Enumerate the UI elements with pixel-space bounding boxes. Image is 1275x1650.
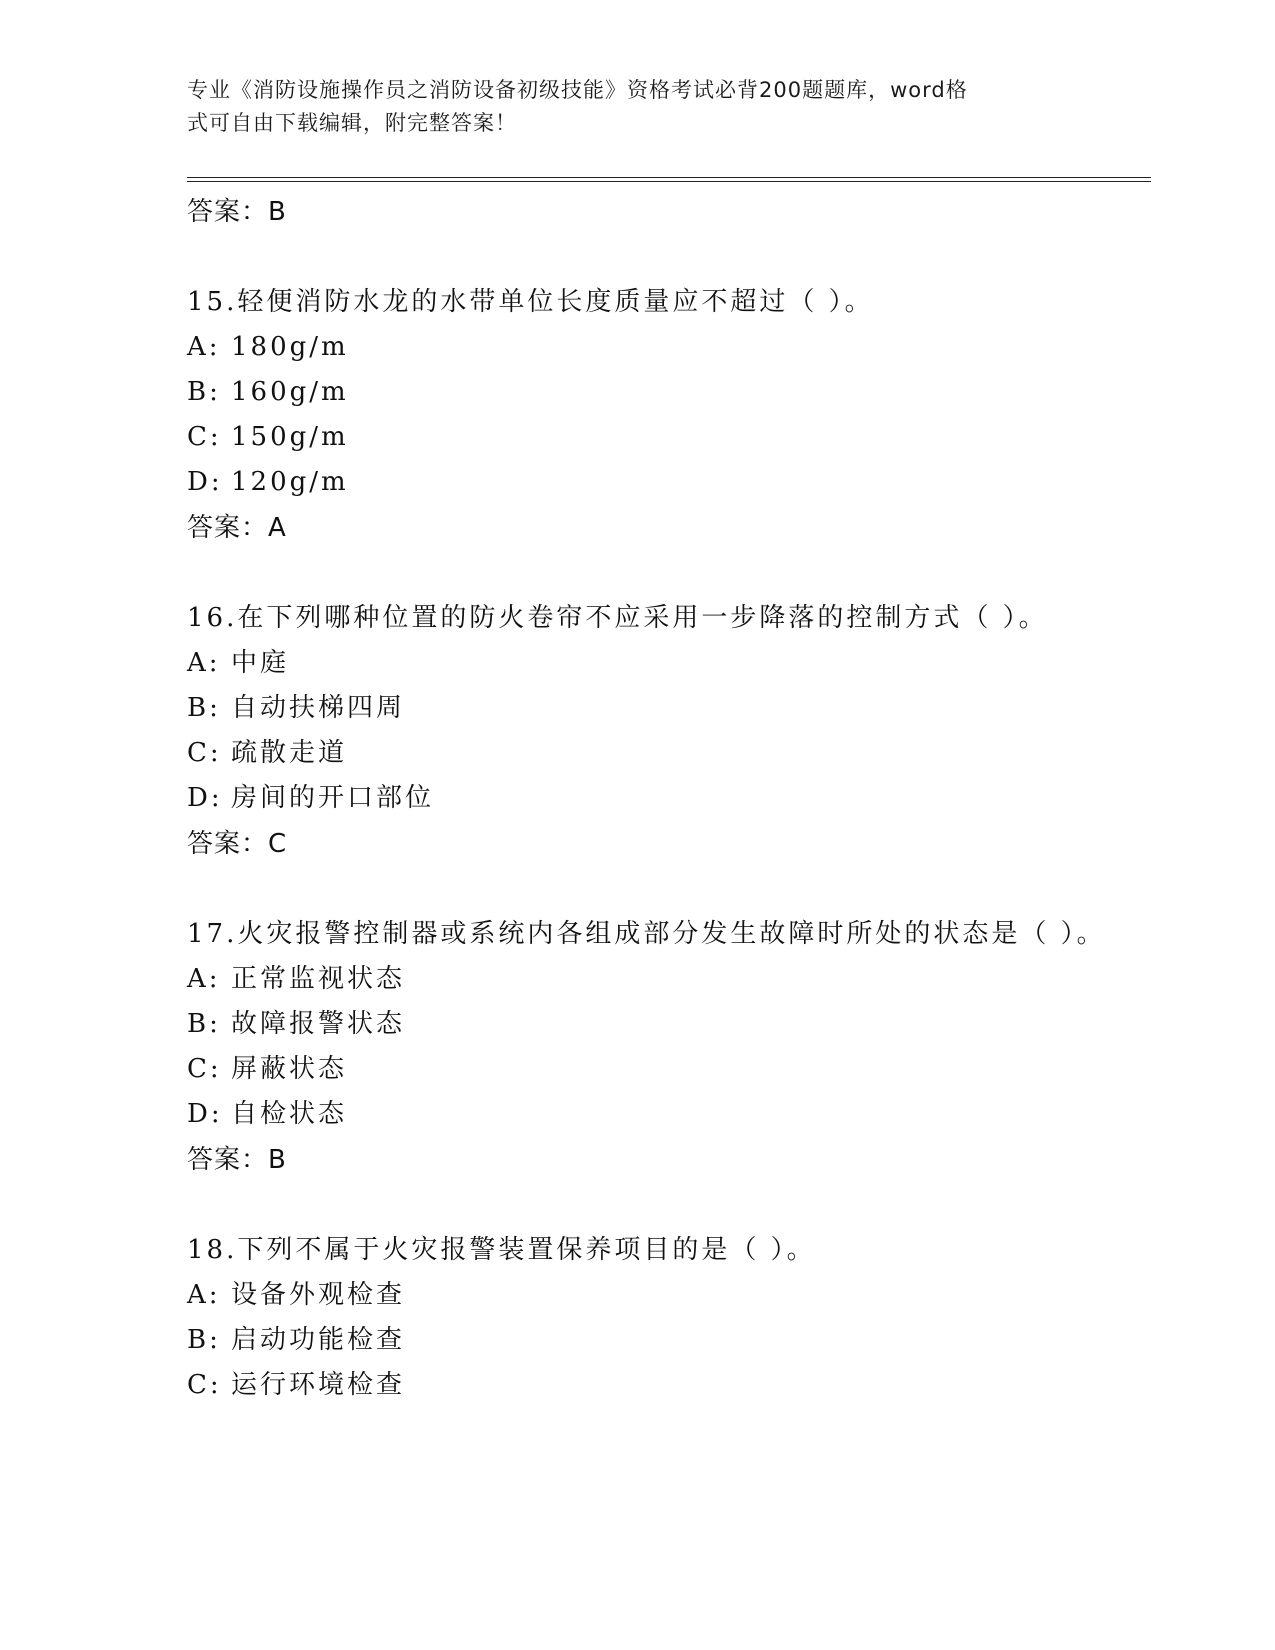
option-text: 屏蔽状态 <box>231 1054 348 1084</box>
question-block <box>187 1228 1117 1408</box>
option-text: 启动功能检查 <box>231 1325 406 1355</box>
option-text: 180g/m <box>231 332 349 362</box>
option-c <box>187 1363 1117 1408</box>
option-text: 疏散走道 <box>231 738 348 768</box>
option-letter: D: <box>187 783 223 813</box>
question-block <box>187 912 1117 1183</box>
option-c <box>187 731 1117 776</box>
option-text: 160g/m <box>231 377 349 407</box>
header-divider-bottom <box>187 181 1151 182</box>
answer-text: 答案：A <box>187 513 287 543</box>
option-letter: D: <box>187 1099 223 1129</box>
option-b <box>187 1318 1117 1363</box>
option-letter: C: <box>187 1370 222 1400</box>
option-d <box>187 1092 1117 1137</box>
header-divider-top <box>187 177 1151 178</box>
option-text: 150g/m <box>231 422 349 452</box>
question-text: 17.火灾报警控制器或系统内各组成部分发生故障时所处的状态是（ ）。 <box>187 919 1106 949</box>
question-text: 15.轻便消防水龙的水带单位长度质量应不超过（ ）。 <box>187 287 874 317</box>
option-text: 正常监视状态 <box>231 964 406 994</box>
option-letter: B: <box>187 1325 221 1355</box>
option-b <box>187 1002 1117 1047</box>
question-text: 16.在下列哪种位置的防火卷帘不应采用一步降落的控制方式（ ）。 <box>187 603 1048 633</box>
question-block <box>187 596 1117 867</box>
question-list <box>187 189 1117 1408</box>
option-letter: B: <box>187 693 221 723</box>
option-text: 房间的开口部位 <box>231 783 435 813</box>
option-text: 运行环境检查 <box>231 1370 406 1400</box>
header-line-2: 式可自由下载编辑，附完整答案！ <box>187 111 517 135</box>
option-letter: B: <box>187 377 221 407</box>
header-line-1: 专业《消防设施操作员之消防设备初级技能》资格考试必背200题题库，word格 <box>187 78 968 102</box>
option-b <box>187 370 1117 415</box>
option-text: 设备外观检查 <box>231 1280 406 1310</box>
option-text: 中庭 <box>231 648 290 678</box>
option-b <box>187 686 1117 731</box>
question-block <box>187 280 1117 551</box>
option-letter: C: <box>187 422 222 452</box>
option-c <box>187 1047 1117 1092</box>
option-d <box>187 460 1117 505</box>
document-header <box>187 74 1067 140</box>
option-text: 故障报警状态 <box>231 1009 406 1039</box>
option-text: 自动扶梯四周 <box>231 693 406 723</box>
option-letter: B: <box>187 1009 221 1039</box>
option-letter: A: <box>187 964 221 994</box>
option-a <box>187 957 1117 1002</box>
option-text: 自检状态 <box>231 1099 348 1129</box>
option-text: 120g/m <box>231 467 349 497</box>
answer-text: 答案：C <box>187 829 288 859</box>
option-letter: A: <box>187 332 221 362</box>
option-letter: A: <box>187 648 221 678</box>
question-text: 18.下列不属于火灾报警装置保养项目的是（ ）。 <box>187 1235 816 1265</box>
option-a <box>187 641 1117 686</box>
option-letter: A: <box>187 1280 221 1310</box>
previous-answer: 答案：B <box>187 197 287 227</box>
option-letter: D: <box>187 467 223 497</box>
answer-text: 答案：B <box>187 1145 287 1175</box>
option-a <box>187 325 1117 370</box>
option-c <box>187 415 1117 460</box>
option-letter: C: <box>187 1054 222 1084</box>
option-letter: C: <box>187 738 222 768</box>
option-d <box>187 776 1117 821</box>
option-a <box>187 1273 1117 1318</box>
